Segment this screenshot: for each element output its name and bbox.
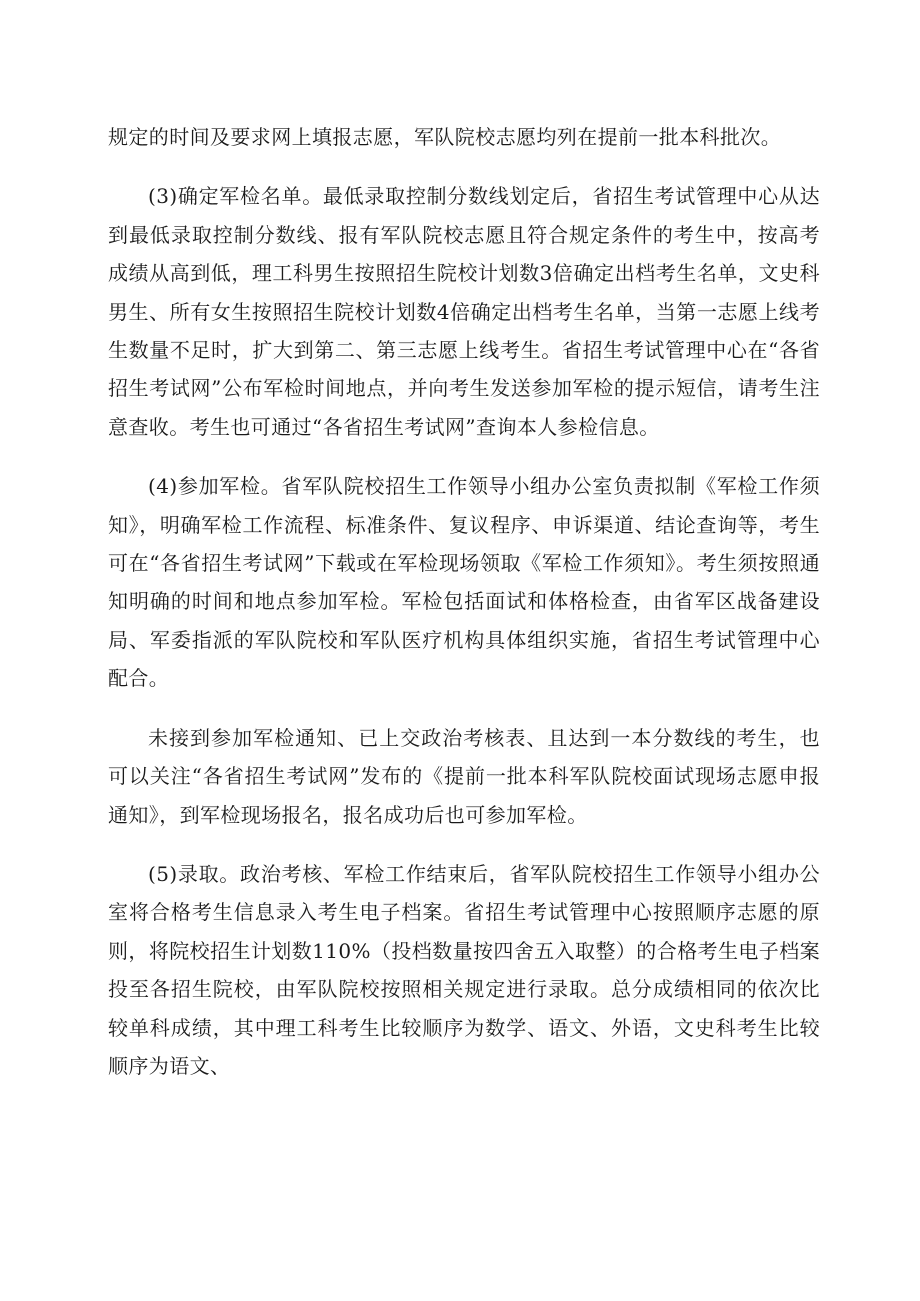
paragraph-attend-military-check: (4)参加军检。省军队院校招生工作领导小组办公室负责拟制《军检工作须知》，明确军检工作流程、标准条件、复议程序、申诉渠道、结论查询等，考生可在“各省招生考试网”下载或在军检现场领取《军检工作须知》。考生须按照通知明确的时间和地点参加军检。军检包括面试和体格检查，由省军区战备建设局、军委指派的军队院校和军队医疗机构具体组织实施，省招生考试管理中心配合。 — [108, 474, 820, 691]
paragraph-unnotified-candidates: 未接到参加军检通知、已上交政治考核表、且达到一本分数线的考生，也可以关注“各省招生考试网”发布的《提前一批本科军队院校面试现场志愿申报通知》，到军检现场报名，报名成功后也可参加军检。 — [108, 725, 820, 827]
paragraph-continuation: 规定的时间及要求网上填报志愿，军队院校志愿均列在提前一批本科批次。 — [108, 125, 782, 149]
paragraph-admission: (5)录取。政治考核、军检工作结束后，省军队院校招生工作领导小组办公室将合格考生信息录入考生电子档案。省招生考试管理中心按照顺序志愿的原则，将院校招生计划数110%（投档数量按四舍五入取整）的合格考生电子档案投至各招生院校，由军队院校按照相关规定进行录取。总分成绩相同的依次比较单科成绩，其中理工科考生比较顺序为数学、语文、外语，文史科考生比较顺序为语文、 — [108, 861, 820, 1078]
document-page — [108, 118, 820, 1106]
paragraph-confirm-military-check-list: (3)确定军检名单。最低录取控制分数线划定后，省招生考试管理中心从达到最低录取控制分数线、报有军队院校志愿且符合规定条件的考生中，按高考成绩从高到低，理工科男生按照招生院校计划数3倍确定出档考生名单，文史科男生、所有女生按照招生院校计划数4倍确定出档考生名单，当第一志愿上线考生数量不足时，扩大到第二、第三志愿上线考生。省招生考试管理中心在“各省招生考试网”公布军检时间地点，并向考生发送参加军检的提示短信，请考生注意查收。考生也可通过“各省招生考试网”查询本人参检信息。 — [108, 184, 820, 439]
